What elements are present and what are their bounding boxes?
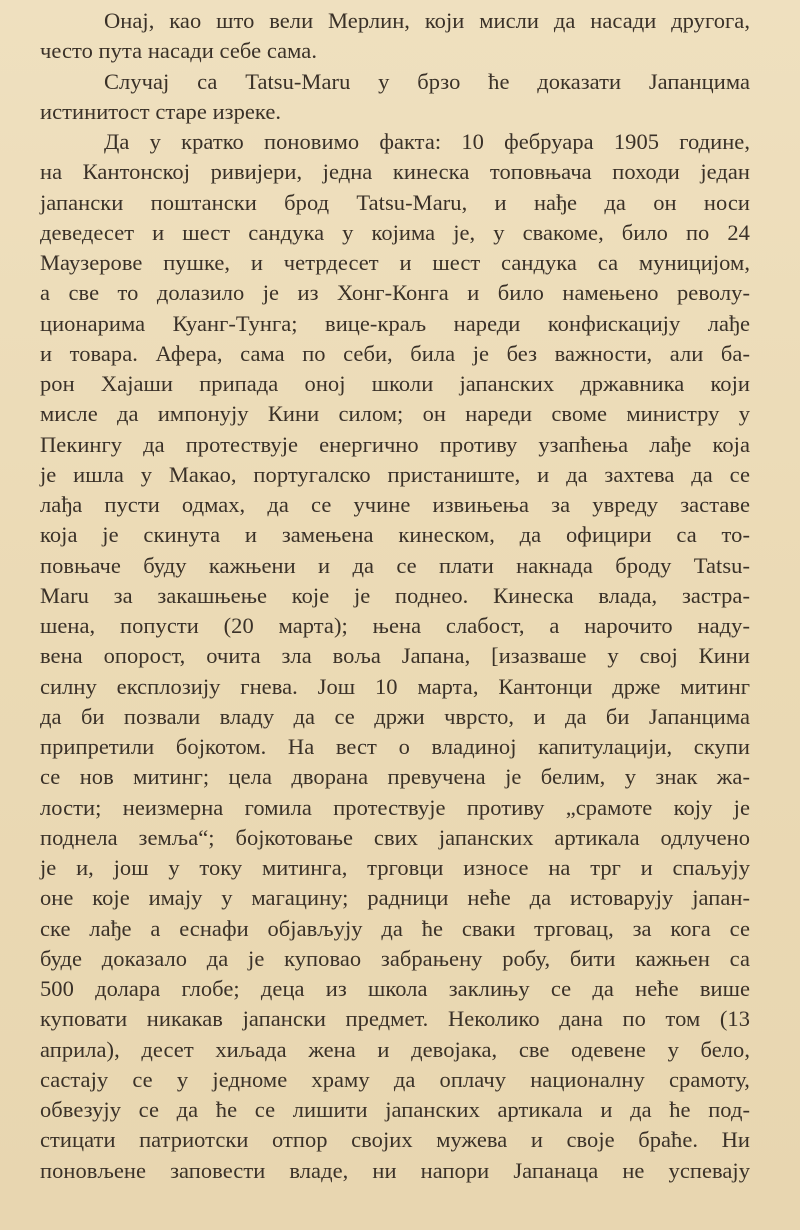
text-line: Случај са Tatsu-Maru у брзо ће доказати Јапанцима — [104, 68, 750, 94]
text-line: Маузерове пушке, и четрдесет и шест сандука са муницијом, — [40, 250, 750, 275]
text-line: Онај, као што вели Мерлин, који мисли да насади другога, — [104, 8, 750, 33]
text-line: куповати никакав јапански предмет. Неколико дана по том (13 — [40, 1006, 750, 1032]
text-line: да би позвали владу да се држи чврсто, и да би Јапанцима — [40, 703, 750, 729]
text-line: а све то долазило је из Хонг-Конга и било намењено револу- — [40, 280, 750, 306]
text-line: на Кантонској ривијери, једна кинеска топовњача походи један — [40, 159, 750, 185]
text-line: деведесет и шест сандука у којима је, у свакоме, било по 24 — [40, 219, 750, 245]
text-line: јапански поштански брод Tatsu-Maru, и нађе да он носи — [40, 189, 750, 215]
text-line: вена опорост, очита зла воља Јапана, [изазваше у свој Кини — [40, 643, 750, 669]
text-line: састају се у једноме храму да оплачу националну срамоту, — [40, 1066, 750, 1092]
text-line: повњаче буду кажњени и да се плати накнада броду Tatsu- — [40, 552, 750, 578]
text-line: ционарима Куанг-Тунга; вице-краљ нареди конфискацију лађе — [40, 310, 750, 336]
text-line: је ишла у Макао, португалско пристаниште, и да захтева да се — [40, 461, 750, 487]
text-line: лађа пусти одмах, да се учине извињења за увреду заставе — [40, 492, 750, 517]
text-line: која је скинута и замењена кинеском, да официри са то- — [40, 522, 750, 548]
text-line: стицати патриотски отпор својих мужева и своје браће. Ни — [40, 1127, 750, 1153]
text-line: ске лађе а еснафи објављују да ће сваки трговац, за кога се — [40, 915, 750, 941]
text-line: шена, попусти (20 марта); њена слабост, а нарочито наду- — [40, 613, 750, 638]
text-line: рон Хајаши припада оној школи јапанских државника који — [40, 371, 750, 396]
text-line: Да у кратко поновимо факта: 10 фебруара 1905 године, — [104, 129, 750, 154]
text-line: мисле да импонују Кини силом; он нареди своме министру у — [40, 401, 750, 427]
text-line: поновљене заповести владе, ни напори Јапанаца не успевају — [40, 1157, 750, 1183]
text-line: и товара. Афера, сама по себи, била је без важности, али ба- — [40, 340, 750, 366]
page-text-block — [40, 6, 750, 1186]
text-line: Пекингу да протествује енергично противу узапћења лађе која — [40, 431, 750, 457]
text-line: априла), десет хиљада жена и девојака, све одевене у бело, — [40, 1036, 750, 1062]
text-line: 500 долара глобе; деца из школа заклињу се да неће више — [40, 976, 750, 1001]
text-line: оне које имају у магацину; радници неће да истоварују јапан- — [40, 885, 750, 911]
text-line: је и, још у току митинга, трговци износе на трг и спаљују — [40, 855, 750, 880]
text-line: припретили бојкотом. На вест о владиној капитулацији, скупи — [40, 734, 750, 759]
text-line: силну експлозију гнева. Још 10 марта, Кантонци држе митинг — [40, 673, 750, 699]
text-line: лости; неизмерна гомила протествује противу „срамоте коју је — [40, 794, 750, 820]
text-line: Maru за закашњење које је поднео. Кинеска влада, застра- — [40, 582, 750, 608]
text-line: поднела земља“; бојкотовање свих јапанских артикала одлучено — [40, 824, 750, 850]
text-line: обвезују се да ће се лишити јапанских артикала и да ће под- — [40, 1097, 750, 1122]
text-line: често пута насади себе сама. — [40, 38, 318, 64]
text-line: истинитост старе изреке. — [40, 98, 282, 124]
text-line: буде доказало да је куповао забрањену робу, бити кажњен са — [40, 945, 750, 971]
text-line: се нов митинг; цела дворана превучена је белим, у знак жа- — [40, 764, 750, 790]
